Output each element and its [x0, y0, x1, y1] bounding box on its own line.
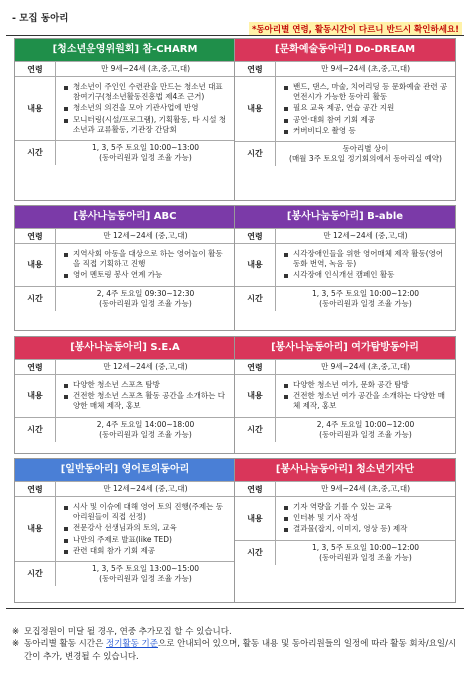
- club-info-table: [15, 61, 235, 165]
- age-row: [15, 229, 235, 244]
- content-label: 내용: [15, 244, 56, 286]
- club-info-table: [235, 481, 455, 565]
- content-label: 내용: [235, 77, 276, 142]
- club-title: [일반동아리] 영어토의동아리: [15, 459, 235, 481]
- age-label: 연령: [235, 360, 276, 375]
- time-label: 시간: [15, 140, 56, 165]
- club-card: [14, 458, 236, 603]
- content-item: 전문강사 선생님과의 토의, 교육: [73, 523, 228, 533]
- content-value: [276, 244, 456, 286]
- page-header: - 모집 동아리: [12, 13, 69, 24]
- club-title: [봉사나눔동아리] ABC: [15, 206, 235, 228]
- time-label: 시간: [235, 286, 276, 311]
- content-row: [15, 375, 235, 417]
- club-card: [14, 38, 236, 201]
- club-card: [234, 336, 456, 454]
- time-label: 시간: [15, 561, 56, 586]
- age-row: [15, 62, 235, 77]
- content-value: [276, 77, 456, 142]
- time-value: 2, 4주 토요일 14:00~18:00 (동아리원과 일정 조율 가능): [56, 417, 236, 442]
- content-item: 건전한 청소년 스포츠 활동 공간을 소개하는 다양한 매체 제작, 홍보: [73, 391, 228, 411]
- time-row: [235, 417, 455, 442]
- bottom-divider: [6, 608, 464, 609]
- content-item: 시각장애 인식개선 캠페인 활동: [293, 270, 448, 280]
- notice-banner: *동아리별 연령, 활동시간이 다르니 반드시 확인하세요!: [249, 22, 462, 36]
- content-item: 다양한 청소년 스포츠 탐방: [73, 380, 228, 390]
- age-label: 연령: [235, 229, 276, 244]
- age-label: 연령: [15, 229, 56, 244]
- club-title: [문화예술동아리] Do-DREAM: [235, 39, 455, 61]
- content-item: 시각장애인들을 위한 영어매체 제작 활동(영어동화 번역, 녹음 등): [293, 249, 448, 269]
- content-row: [235, 497, 455, 540]
- content-row: [15, 77, 235, 141]
- time-row: [15, 286, 235, 311]
- time-row: [15, 417, 235, 442]
- age-label: 연령: [235, 482, 276, 497]
- footer-note-2: [12, 638, 464, 663]
- footer-note-1-text: 모집정원이 미달 될 경우, 연중 추가모집 할 수 있습니다.: [24, 627, 232, 637]
- content-item: 모니터링(시설/프로그램), 기획활동, 타 시설 청소년과 교류활동, 기관장 간담회: [73, 114, 227, 134]
- age-value: 만 12세~24세 (중,고,대): [56, 229, 236, 244]
- time-label: 시간: [235, 540, 276, 565]
- content-item: 커버비디오 촬영 등: [293, 126, 448, 136]
- content-list: [279, 246, 452, 283]
- content-item: 공연·대회 참여 기회 제공: [293, 115, 448, 125]
- club-title: [봉사나눔동아리] 여가탐방동아리: [235, 337, 455, 359]
- content-list: [59, 246, 232, 283]
- content-list: [59, 499, 232, 559]
- footer-note-2-post: 으로 안내되어 있으며, 활동 내용 및 동아리원들의 일정에 따라 활동 회차/요일/시간이 추가, 변경될 수 있습니다.: [24, 639, 457, 662]
- content-row: [235, 244, 455, 286]
- time-row: [15, 561, 235, 586]
- time-label: 시간: [235, 417, 276, 442]
- club-info-table: [235, 61, 455, 166]
- content-label: 내용: [15, 497, 56, 562]
- content-list: [59, 377, 232, 414]
- note-mark: ※: [12, 639, 20, 650]
- time-label: 시간: [15, 417, 56, 442]
- age-label: 연령: [15, 360, 56, 375]
- content-item: 결과물(잡지, 이미지, 영상 등) 제작: [293, 524, 448, 534]
- content-item: 밴드, 댄스, 마술, 치어리딩 등 문화예술 관련 공연전시가 가능한 동아리 활동: [293, 82, 448, 102]
- content-item: 필요 교육 제공, 연습 공간 지원: [293, 103, 448, 113]
- top-divider: [6, 35, 464, 36]
- time-value: 1, 3, 5주 토요일 10:00~13:00 (동아리원과 일정 조율 가능): [56, 140, 236, 165]
- age-row: [235, 62, 455, 77]
- content-item: 시사 및 이슈에 대해 영어 토의 진행(주제는 동아리원들이 직접 선정): [73, 502, 228, 522]
- content-label: 내용: [15, 77, 56, 141]
- content-label: 내용: [235, 244, 276, 286]
- content-value: [56, 244, 236, 286]
- time-value: 동아리별 상이 (매월 3주 토요일 정기회의에서 동아리실 예약): [276, 141, 456, 166]
- content-value: [276, 375, 456, 417]
- content-value: [276, 497, 456, 540]
- content-item: 건전한 청소년 여가 공간을 소개하는 다양한 매체 제작, 홍보: [293, 391, 448, 411]
- age-value: 만 9세~24세 (초,중,고,대): [276, 360, 456, 375]
- content-label: 내용: [15, 375, 56, 417]
- age-value: 만 9세~24세 (초,중,고,대): [56, 62, 236, 77]
- age-value: 만 12세~24세 (중,고,대): [276, 229, 456, 244]
- age-row: [15, 482, 235, 497]
- content-item: 청소년의 의견을 모아 기관사업에 반영: [73, 103, 228, 113]
- footer-note-2-pre: 동아리별 활동 시간은: [24, 639, 107, 650]
- club-card: [234, 38, 456, 201]
- content-item: 기자 역량을 기를 수 있는 교육: [293, 502, 448, 512]
- club-card: [234, 458, 456, 603]
- time-value: 1, 3, 5주 토요일 13:00~15:00 (동아리원과 일정 조율 가능): [56, 561, 236, 586]
- age-row: [235, 229, 455, 244]
- age-value: 만 12세~24세 (중,고,대): [56, 360, 236, 375]
- content-list: [279, 79, 452, 139]
- time-value: 1, 3, 5주 토요일 10:00~12:00 (동아리원과 일정 조율 가능): [276, 286, 456, 311]
- club-title: [봉사나눔동아리] S.E.A: [15, 337, 235, 359]
- time-row: [235, 286, 455, 311]
- content-row: [235, 375, 455, 417]
- age-value: 만 9세~24세 (초,중,고,대): [276, 62, 456, 77]
- age-row: [235, 482, 455, 497]
- content-list: [279, 377, 452, 414]
- time-row: [235, 540, 455, 565]
- age-value: 만 9세~24세 (초,중,고,대): [276, 482, 456, 497]
- club-card: [14, 205, 236, 331]
- time-row: [15, 140, 235, 165]
- age-label: 연령: [15, 62, 56, 77]
- age-value: 만 12세~24세 (중,고,대): [56, 482, 236, 497]
- time-value: 1, 3, 5주 토요일 10:00~12:00 (동아리원과 일정 조율 가능): [276, 540, 456, 565]
- club-info-table: [15, 228, 235, 311]
- content-label: 내용: [235, 497, 276, 540]
- content-item: 지역사회 아동을 대상으로 하는 영어놀이 활동을 직접 기획하고 진행: [73, 249, 228, 269]
- content-value: [56, 497, 236, 562]
- content-item: 인터뷰 및 기사 작성: [293, 513, 448, 523]
- club-info-table: [15, 481, 235, 586]
- time-label: 시간: [235, 141, 276, 166]
- content-item: 청소년이 주인인 수련관을 만드는 청소년 대표 참여기구(청소년활동진흥법 제4조 근거): [73, 82, 228, 102]
- time-row: [235, 141, 455, 166]
- club-title: [청소년운영위원회] 참-CHARM: [15, 39, 235, 61]
- content-row: [15, 497, 235, 562]
- footer-note-1: [12, 626, 464, 638]
- content-item: 영어 멘토링 봉사 연계 가능: [73, 270, 228, 280]
- content-list: [59, 79, 232, 138]
- content-item: 나만의 주제로 발표(like TED): [73, 535, 228, 545]
- age-label: 연령: [235, 62, 276, 77]
- club-info-table: [15, 359, 235, 442]
- footer-notes: [12, 626, 464, 663]
- club-card: [234, 205, 456, 331]
- content-label: 내용: [235, 375, 276, 417]
- age-row: [235, 360, 455, 375]
- content-item: 관련 대회 참가 기회 제공: [73, 546, 228, 556]
- age-label: 연령: [15, 482, 56, 497]
- content-row: [15, 244, 235, 286]
- content-list: [279, 499, 452, 537]
- time-label: 시간: [15, 286, 56, 311]
- club-info-table: [235, 359, 455, 442]
- club-card: [14, 336, 236, 454]
- age-row: [15, 360, 235, 375]
- regular-activity-link[interactable]: 정기활동 기준: [106, 639, 158, 650]
- content-row: [235, 77, 455, 142]
- content-value: [56, 77, 236, 141]
- club-title: [봉사나눔동아리] 청소년기자단: [235, 459, 455, 481]
- time-value: 2, 4주 토요일 09:30~12:30 (동아리원과 일정 조율 가능): [56, 286, 236, 311]
- content-value: [56, 375, 236, 417]
- time-value: 2, 4주 토요일 10:00~12:00 (동아리원과 일정 조율 가능): [276, 417, 456, 442]
- club-info-table: [235, 228, 455, 311]
- club-title: [봉사나눔동아리] B-able: [235, 206, 455, 228]
- note-mark: ※: [12, 627, 20, 637]
- content-item: 다양한 청소년 여가, 문화 공간 탐방: [293, 380, 448, 390]
